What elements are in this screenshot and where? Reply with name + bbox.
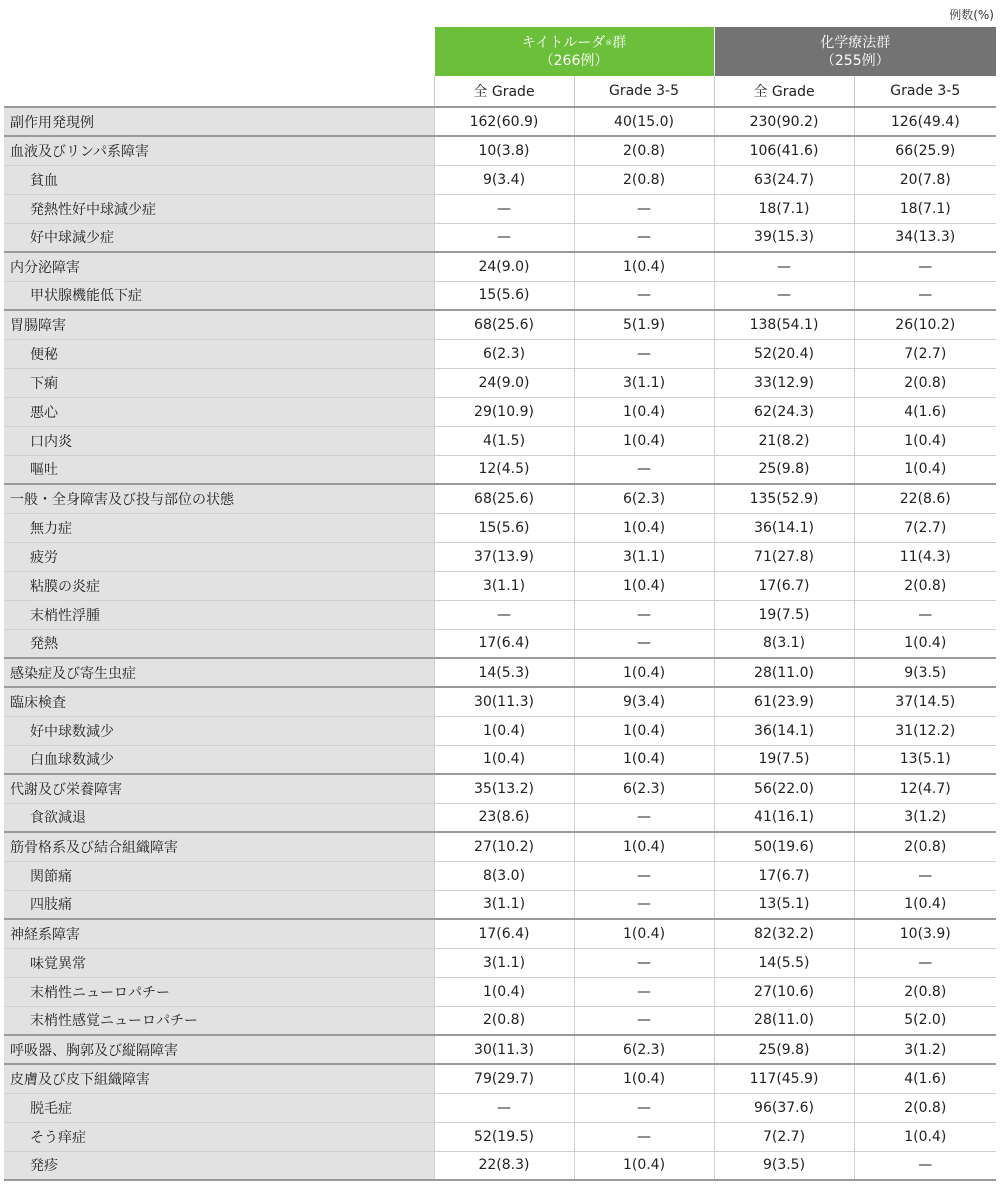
row-label: 粘膜の炎症 [4,571,434,600]
cell-chemo-grade-3-5: 2(0.8) [854,977,996,1006]
cell-chemo-grade-3-5: 22(8.6) [854,484,996,513]
cell-keytruda-all-grade: — [434,194,574,223]
cell-chemo-grade-3-5: 34(13.3) [854,223,996,252]
cell-keytruda-all-grade: — [434,223,574,252]
cell-keytruda-all-grade: 52(19.5) [434,1122,574,1151]
cell-keytruda-all-grade: 9(3.4) [434,165,574,194]
cell-chemo-grade-3-5: — [854,252,996,281]
cell-keytruda-all-grade: 15(5.6) [434,281,574,310]
row-label: 四肢痛 [4,890,434,919]
row-label: 神経系障害 [4,919,434,948]
cell-chemo-all-grade: 63(24.7) [714,165,854,194]
row-label: 食欲減退 [4,803,434,832]
cell-keytruda-all-grade: 15(5.6) [434,513,574,542]
sub-item-row [4,600,996,629]
cell-chemo-grade-3-5: — [854,1151,996,1180]
cell-keytruda-grade-3-5: — [574,803,714,832]
cell-keytruda-grade-3-5: — [574,194,714,223]
cell-keytruda-all-grade: 6(2.3) [434,339,574,368]
adverse-events-table-container [4,27,996,1181]
sub-item-row [4,1151,996,1180]
row-label: 疲労 [4,542,434,571]
cell-keytruda-all-grade: 30(11.3) [434,1035,574,1064]
cell-keytruda-all-grade: 37(13.9) [434,542,574,571]
cell-chemo-grade-3-5: 26(10.2) [854,310,996,339]
sub-item-row [4,861,996,890]
table-body [4,107,996,1180]
row-label: 代謝及び栄養障害 [4,774,434,803]
row-label: 脱毛症 [4,1093,434,1122]
row-label: 嘔吐 [4,455,434,484]
cell-chemo-all-grade: 52(20.4) [714,339,854,368]
cell-keytruda-grade-3-5: — [574,977,714,1006]
cell-chemo-grade-3-5: 3(1.2) [854,803,996,832]
category-row [4,107,996,136]
sub-item-row [4,455,996,484]
cell-chemo-all-grade: 50(19.6) [714,832,854,861]
sub-item-row [4,165,996,194]
cell-keytruda-grade-3-5: 1(0.4) [574,658,714,687]
cell-keytruda-grade-3-5: — [574,1093,714,1122]
cell-chemo-all-grade: 28(11.0) [714,1006,854,1035]
row-label: 味覚異常 [4,948,434,977]
cell-keytruda-grade-3-5: 1(0.4) [574,397,714,426]
cell-chemo-grade-3-5: 10(3.9) [854,919,996,948]
chemo-group-header [714,27,996,76]
cell-keytruda-grade-3-5: — [574,455,714,484]
cell-chemo-all-grade: 33(12.9) [714,368,854,397]
cell-keytruda-all-grade: 79(29.7) [434,1064,574,1093]
cell-chemo-all-grade: 135(52.9) [714,484,854,513]
cell-keytruda-grade-3-5: 1(0.4) [574,513,714,542]
keytruda-group-count: （266例） [539,52,609,69]
cell-keytruda-all-grade: 14(5.3) [434,658,574,687]
cell-chemo-all-grade: 8(3.1) [714,629,854,658]
cell-keytruda-grade-3-5: — [574,948,714,977]
cell-keytruda-grade-3-5: 6(2.3) [574,1035,714,1064]
cell-chemo-all-grade: 13(5.1) [714,890,854,919]
cell-keytruda-grade-3-5: 1(0.4) [574,745,714,774]
row-label: 末梢性浮腫 [4,600,434,629]
category-row [4,774,996,803]
cell-keytruda-all-grade: 3(1.1) [434,571,574,600]
cell-keytruda-all-grade: 17(6.4) [434,919,574,948]
cell-chemo-all-grade: 138(54.1) [714,310,854,339]
cell-chemo-grade-3-5: 4(1.6) [854,1064,996,1093]
row-label: 血液及びリンパ系障害 [4,136,434,165]
category-row [4,919,996,948]
row-label: 下痢 [4,368,434,397]
sub-item-row [4,745,996,774]
col-chemo-all-grade: 全 Grade [714,76,854,107]
row-label: 甲状腺機能低下症 [4,281,434,310]
col-keytruda-grade-3-5: Grade 3-5 [574,76,714,107]
cell-chemo-grade-3-5: 2(0.8) [854,1093,996,1122]
cell-chemo-all-grade: 19(7.5) [714,745,854,774]
cell-chemo-grade-3-5: 12(4.7) [854,774,996,803]
cell-keytruda-all-grade: 22(8.3) [434,1151,574,1180]
cell-keytruda-all-grade: 68(25.6) [434,484,574,513]
cell-chemo-all-grade: 71(27.8) [714,542,854,571]
sub-item-row [4,281,996,310]
cell-keytruda-grade-3-5: — [574,339,714,368]
cell-chemo-grade-3-5: 37(14.5) [854,687,996,716]
row-label: 皮膚及び皮下組織障害 [4,1064,434,1093]
cell-keytruda-grade-3-5: — [574,629,714,658]
cell-keytruda-grade-3-5: — [574,1122,714,1151]
row-label: 発熱性好中球減少症 [4,194,434,223]
cell-keytruda-all-grade: 10(3.8) [434,136,574,165]
row-label: 便秘 [4,339,434,368]
cell-keytruda-grade-3-5: 5(1.9) [574,310,714,339]
cell-chemo-all-grade: 61(23.9) [714,687,854,716]
cell-chemo-grade-3-5: 5(2.0) [854,1006,996,1035]
cell-chemo-grade-3-5: 1(0.4) [854,1122,996,1151]
sub-item-row [4,1093,996,1122]
cell-keytruda-grade-3-5: — [574,861,714,890]
cell-keytruda-all-grade: 35(13.2) [434,774,574,803]
sub-item-row [4,1006,996,1035]
row-label: 悪心 [4,397,434,426]
cell-chemo-grade-3-5: 2(0.8) [854,571,996,600]
cell-keytruda-grade-3-5: 3(1.1) [574,542,714,571]
cell-chemo-grade-3-5: 9(3.5) [854,658,996,687]
category-row [4,136,996,165]
row-label: 無力症 [4,513,434,542]
cell-chemo-grade-3-5: 3(1.2) [854,1035,996,1064]
cell-keytruda-grade-3-5: — [574,223,714,252]
cell-chemo-grade-3-5: — [854,861,996,890]
cell-chemo-all-grade: 9(3.5) [714,1151,854,1180]
category-row [4,1064,996,1093]
cell-chemo-all-grade: 106(41.6) [714,136,854,165]
row-label: 口内炎 [4,426,434,455]
cell-chemo-grade-3-5: 66(25.9) [854,136,996,165]
cell-keytruda-all-grade: 3(1.1) [434,890,574,919]
sub-item-row [4,948,996,977]
cell-chemo-all-grade: 27(10.6) [714,977,854,1006]
registered-mark: ® [605,38,613,47]
cell-chemo-grade-3-5: 126(49.4) [854,107,996,136]
cell-chemo-grade-3-5: 13(5.1) [854,745,996,774]
chemo-group-count: （255例） [820,52,890,69]
cell-keytruda-grade-3-5: 1(0.4) [574,716,714,745]
sub-item-row [4,542,996,571]
row-label: 一般・全身障害及び投与部位の状態 [4,484,434,513]
cell-chemo-grade-3-5: 1(0.4) [854,455,996,484]
cell-keytruda-grade-3-5: 3(1.1) [574,368,714,397]
cell-chemo-grade-3-5: 2(0.8) [854,368,996,397]
cell-chemo-all-grade: — [714,252,854,281]
cell-keytruda-all-grade: 12(4.5) [434,455,574,484]
cell-chemo-grade-3-5: 1(0.4) [854,629,996,658]
chemo-group-name: 化学療法群 [820,34,891,51]
cell-keytruda-all-grade: 1(0.4) [434,716,574,745]
sub-item-row [4,223,996,252]
cell-chemo-grade-3-5: 7(2.7) [854,513,996,542]
cell-keytruda-all-grade: 17(6.4) [434,629,574,658]
cell-keytruda-all-grade: 29(10.9) [434,397,574,426]
cell-chemo-all-grade: 41(16.1) [714,803,854,832]
sub-item-row [4,977,996,1006]
cell-chemo-all-grade: 39(15.3) [714,223,854,252]
cell-keytruda-grade-3-5: 40(15.0) [574,107,714,136]
cell-chemo-all-grade: 36(14.1) [714,513,854,542]
cell-keytruda-all-grade: 23(8.6) [434,803,574,832]
cell-keytruda-grade-3-5: 1(0.4) [574,1064,714,1093]
cell-keytruda-grade-3-5: 1(0.4) [574,571,714,600]
cell-chemo-grade-3-5: 1(0.4) [854,426,996,455]
row-label: 発熱 [4,629,434,658]
col-keytruda-all-grade: 全 Grade [434,76,574,107]
cell-keytruda-all-grade: 162(60.9) [434,107,574,136]
sub-item-row [4,629,996,658]
cell-keytruda-all-grade: 1(0.4) [434,745,574,774]
table-corner [4,27,434,107]
row-label: 臨床検査 [4,687,434,716]
unit-label: 例数(%) [949,8,994,22]
sub-item-row [4,397,996,426]
cell-keytruda-grade-3-5: 6(2.3) [574,774,714,803]
cell-chemo-grade-3-5: 31(12.2) [854,716,996,745]
row-label: 副作用発現例 [4,107,434,136]
sub-item-row [4,368,996,397]
cell-keytruda-grade-3-5: 2(0.8) [574,136,714,165]
cell-keytruda-grade-3-5: 1(0.4) [574,919,714,948]
row-label: 好中球数減少 [4,716,434,745]
cell-chemo-all-grade: 14(5.5) [714,948,854,977]
sub-item-row [4,716,996,745]
cell-chemo-all-grade: 25(9.8) [714,1035,854,1064]
cell-chemo-all-grade: 36(14.1) [714,716,854,745]
keytruda-group-suffix: 群 [612,34,627,51]
cell-chemo-all-grade: 230(90.2) [714,107,854,136]
row-label: 感染症及び寄生虫症 [4,658,434,687]
cell-keytruda-all-grade: 2(0.8) [434,1006,574,1035]
sub-item-row [4,571,996,600]
cell-keytruda-all-grade: 8(3.0) [434,861,574,890]
cell-chemo-grade-3-5: 1(0.4) [854,890,996,919]
cell-keytruda-all-grade: 27(10.2) [434,832,574,861]
row-label: そう痒症 [4,1122,434,1151]
cell-keytruda-grade-3-5: — [574,281,714,310]
cell-chemo-grade-3-5: 11(4.3) [854,542,996,571]
cell-chemo-grade-3-5: 20(7.8) [854,165,996,194]
cell-keytruda-all-grade: 3(1.1) [434,948,574,977]
cell-chemo-all-grade: 28(11.0) [714,658,854,687]
row-label: 内分泌障害 [4,252,434,281]
cell-chemo-all-grade: 62(24.3) [714,397,854,426]
cell-keytruda-grade-3-5: 1(0.4) [574,426,714,455]
row-label: 呼吸器、胸郭及び縦隔障害 [4,1035,434,1064]
cell-keytruda-all-grade: 30(11.3) [434,687,574,716]
row-label: 貧血 [4,165,434,194]
row-label: 発疹 [4,1151,434,1180]
row-label: 末梢性ニューロパチー [4,977,434,1006]
keytruda-group-name: キイトルーダ [521,34,606,51]
cell-chemo-grade-3-5: — [854,600,996,629]
keytruda-group-header [434,27,714,76]
cell-chemo-all-grade: — [714,281,854,310]
category-row [4,687,996,716]
cell-keytruda-grade-3-5: 6(2.3) [574,484,714,513]
cell-chemo-all-grade: 7(2.7) [714,1122,854,1151]
cell-chemo-grade-3-5: 18(7.1) [854,194,996,223]
sub-item-row [4,890,996,919]
sub-item-row [4,426,996,455]
cell-keytruda-all-grade: 1(0.4) [434,977,574,1006]
cell-chemo-all-grade: 117(45.9) [714,1064,854,1093]
category-row [4,832,996,861]
cell-chemo-all-grade: 18(7.1) [714,194,854,223]
cell-keytruda-grade-3-5: — [574,600,714,629]
cell-chemo-all-grade: 17(6.7) [714,861,854,890]
cell-keytruda-all-grade: — [434,1093,574,1122]
cell-chemo-grade-3-5: 4(1.6) [854,397,996,426]
sub-item-row [4,194,996,223]
cell-chemo-all-grade: 96(37.6) [714,1093,854,1122]
category-row [4,1035,996,1064]
col-chemo-grade-3-5: Grade 3-5 [854,76,996,107]
category-row [4,658,996,687]
sub-item-row [4,803,996,832]
cell-keytruda-grade-3-5: 1(0.4) [574,1151,714,1180]
sub-item-row [4,513,996,542]
row-label: 白血球数減少 [4,745,434,774]
row-label: 好中球減少症 [4,223,434,252]
cell-keytruda-grade-3-5: 1(0.4) [574,832,714,861]
cell-chemo-grade-3-5: 7(2.7) [854,339,996,368]
cell-keytruda-grade-3-5: — [574,890,714,919]
cell-keytruda-all-grade: 24(9.0) [434,368,574,397]
category-row [4,252,996,281]
cell-keytruda-grade-3-5: 1(0.4) [574,252,714,281]
cell-chemo-all-grade: 21(8.2) [714,426,854,455]
cell-chemo-all-grade: 25(9.8) [714,455,854,484]
cell-chemo-all-grade: 56(22.0) [714,774,854,803]
cell-chemo-all-grade: 19(7.5) [714,600,854,629]
adverse-events-table [4,27,996,1181]
row-label: 関節痛 [4,861,434,890]
category-row [4,310,996,339]
row-label: 胃腸障害 [4,310,434,339]
cell-keytruda-all-grade: — [434,600,574,629]
cell-keytruda-grade-3-5: 2(0.8) [574,165,714,194]
cell-keytruda-grade-3-5: 9(3.4) [574,687,714,716]
cell-keytruda-all-grade: 24(9.0) [434,252,574,281]
cell-keytruda-all-grade: 68(25.6) [434,310,574,339]
row-label: 筋骨格系及び結合組織障害 [4,832,434,861]
cell-keytruda-all-grade: 4(1.5) [434,426,574,455]
sub-item-row [4,339,996,368]
cell-chemo-grade-3-5: 2(0.8) [854,832,996,861]
cell-keytruda-grade-3-5: — [574,1006,714,1035]
row-label: 末梢性感覚ニューロパチー [4,1006,434,1035]
cell-chemo-grade-3-5: — [854,948,996,977]
cell-chemo-grade-3-5: — [854,281,996,310]
cell-chemo-all-grade: 82(32.2) [714,919,854,948]
sub-item-row [4,1122,996,1151]
cell-chemo-all-grade: 17(6.7) [714,571,854,600]
category-row [4,484,996,513]
